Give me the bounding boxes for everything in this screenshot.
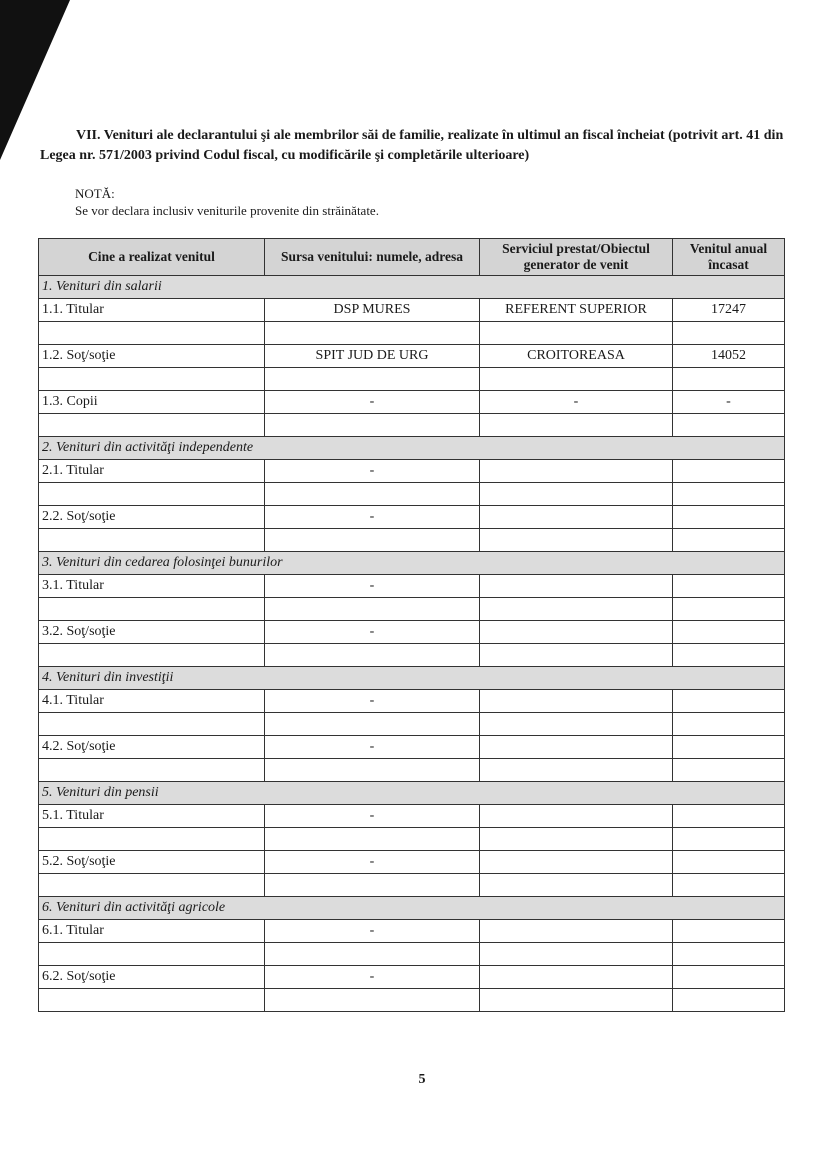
row-label	[39, 943, 265, 966]
table-row	[39, 460, 785, 483]
income-table-body	[39, 276, 785, 1012]
table-row	[39, 506, 785, 529]
note-label: NOTĂ:	[75, 186, 115, 201]
row-label: 1.2. Soţ/soţie	[39, 345, 265, 368]
income-amount: 17247	[673, 299, 785, 322]
page-number: 5	[418, 1072, 426, 1087]
section-title: 6. Venituri din activităţi agricole	[39, 897, 785, 920]
header-income: Venitul anual încasat	[673, 239, 785, 276]
income-source	[265, 529, 480, 552]
income-source: -	[265, 391, 480, 414]
income-source	[265, 943, 480, 966]
header-service: Serviciul prestat/Obiectul generator de venit	[480, 239, 673, 276]
section-title: 2. Venituri din activităţi independente	[39, 437, 785, 460]
table-row	[39, 414, 785, 437]
section-title: 3. Venituri din cedarea folosinţei bunurilor	[39, 552, 785, 575]
row-label: 6.1. Titular	[39, 920, 265, 943]
table-row	[39, 805, 785, 828]
income-service	[480, 483, 673, 506]
income-amount	[673, 943, 785, 966]
section-title: 5. Venituri din pensii	[39, 782, 785, 805]
income-amount	[673, 989, 785, 1012]
income-source: -	[265, 805, 480, 828]
row-label: 4.1. Titular	[39, 690, 265, 713]
income-service	[480, 920, 673, 943]
income-amount	[673, 368, 785, 391]
section-row	[39, 667, 785, 690]
row-label: 1.3. Copii	[39, 391, 265, 414]
row-label: 3.1. Titular	[39, 575, 265, 598]
income-amount	[673, 690, 785, 713]
income-amount	[673, 759, 785, 782]
income-source	[265, 874, 480, 897]
section-row	[39, 276, 785, 299]
row-label: 5.1. Titular	[39, 805, 265, 828]
row-label: 5.2. Soţ/soţie	[39, 851, 265, 874]
income-amount	[673, 322, 785, 345]
income-amount: 14052	[673, 345, 785, 368]
table-row	[39, 621, 785, 644]
income-source	[265, 368, 480, 391]
income-amount	[673, 713, 785, 736]
income-service	[480, 644, 673, 667]
income-source: SPIT JUD DE URG	[265, 345, 480, 368]
income-amount	[673, 529, 785, 552]
income-service	[480, 322, 673, 345]
income-amount	[673, 621, 785, 644]
row-label	[39, 598, 265, 621]
income-table	[38, 238, 785, 1012]
table-row	[39, 713, 785, 736]
income-service	[480, 506, 673, 529]
table-row	[39, 989, 785, 1012]
income-source: -	[265, 575, 480, 598]
row-label: 1.1. Titular	[39, 299, 265, 322]
income-service	[480, 460, 673, 483]
row-label	[39, 989, 265, 1012]
income-source	[265, 759, 480, 782]
table-row	[39, 690, 785, 713]
table-row	[39, 966, 785, 989]
income-source	[265, 598, 480, 621]
row-label	[39, 529, 265, 552]
income-service: CROITOREASA	[480, 345, 673, 368]
income-amount	[673, 598, 785, 621]
section-row	[39, 897, 785, 920]
income-amount	[673, 414, 785, 437]
section-row	[39, 552, 785, 575]
income-source: -	[265, 966, 480, 989]
income-service: REFERENT SUPERIOR	[480, 299, 673, 322]
table-row	[39, 920, 785, 943]
section-title: 1. Venituri din salarii	[39, 276, 785, 299]
income-service	[480, 621, 673, 644]
income-amount	[673, 644, 785, 667]
row-label: 6.2. Soţ/soţie	[39, 966, 265, 989]
table-row	[39, 943, 785, 966]
income-source: -	[265, 506, 480, 529]
income-service	[480, 414, 673, 437]
income-service	[480, 828, 673, 851]
income-service	[480, 851, 673, 874]
section-heading: VII. Venituri ale declarantului şi ale membrilor săi de familie, realizate în ultimul an fiscal încheiat (potrivit art. 41 din Legea nr. 571/2003 privind Codul fiscal, cu modificările şi completările ulterioare)	[40, 128, 784, 163]
table-row	[39, 575, 785, 598]
row-label: 2.1. Titular	[39, 460, 265, 483]
income-amount	[673, 805, 785, 828]
table-row	[39, 368, 785, 391]
section-title: 4. Venituri din investiţii	[39, 667, 785, 690]
income-source	[265, 713, 480, 736]
income-source	[265, 644, 480, 667]
income-source: -	[265, 690, 480, 713]
income-service	[480, 805, 673, 828]
income-service	[480, 989, 673, 1012]
income-service	[480, 943, 673, 966]
row-label: 3.2. Soţ/soţie	[39, 621, 265, 644]
row-label	[39, 759, 265, 782]
table-row	[39, 391, 785, 414]
income-amount	[673, 851, 785, 874]
table-row	[39, 299, 785, 322]
income-amount	[673, 506, 785, 529]
table-row	[39, 874, 785, 897]
income-service	[480, 598, 673, 621]
income-source: DSP MURES	[265, 299, 480, 322]
income-amount	[673, 874, 785, 897]
income-service	[480, 759, 673, 782]
income-service	[480, 575, 673, 598]
row-label	[39, 713, 265, 736]
income-amount	[673, 920, 785, 943]
section-row	[39, 782, 785, 805]
row-label: 2.2. Soţ/soţie	[39, 506, 265, 529]
income-service	[480, 368, 673, 391]
income-amount	[673, 966, 785, 989]
table-row	[39, 598, 785, 621]
income-amount	[673, 483, 785, 506]
header-who: Cine a realizat venitul	[39, 239, 265, 276]
table-row	[39, 483, 785, 506]
income-service	[480, 736, 673, 759]
table-row	[39, 345, 785, 368]
row-label	[39, 644, 265, 667]
income-service	[480, 690, 673, 713]
income-amount	[673, 736, 785, 759]
row-label	[39, 368, 265, 391]
income-service: -	[480, 391, 673, 414]
table-row	[39, 644, 785, 667]
income-amount	[673, 575, 785, 598]
row-label	[39, 322, 265, 345]
header-row	[39, 239, 785, 276]
income-amount	[673, 460, 785, 483]
income-amount: -	[673, 391, 785, 414]
income-source	[265, 989, 480, 1012]
income-amount	[673, 828, 785, 851]
table-row	[39, 322, 785, 345]
income-service	[480, 713, 673, 736]
row-label	[39, 828, 265, 851]
row-label: 4.2. Soţ/soţie	[39, 736, 265, 759]
income-source: -	[265, 851, 480, 874]
row-label	[39, 414, 265, 437]
table-row	[39, 736, 785, 759]
income-source	[265, 322, 480, 345]
income-service	[480, 529, 673, 552]
table-row	[39, 759, 785, 782]
income-source: -	[265, 621, 480, 644]
table-row	[39, 851, 785, 874]
income-source	[265, 828, 480, 851]
income-source	[265, 414, 480, 437]
note-text: Se vor declara inclusiv veniturile provenite din străinătate.	[75, 203, 379, 218]
section-row	[39, 437, 785, 460]
row-label	[39, 483, 265, 506]
income-service	[480, 966, 673, 989]
income-source: -	[265, 736, 480, 759]
table-row	[39, 529, 785, 552]
income-source	[265, 483, 480, 506]
income-source: -	[265, 460, 480, 483]
income-source: -	[265, 920, 480, 943]
table-row	[39, 828, 785, 851]
row-label	[39, 874, 265, 897]
header-source: Sursa venitului: numele, adresa	[265, 239, 480, 276]
income-service	[480, 874, 673, 897]
